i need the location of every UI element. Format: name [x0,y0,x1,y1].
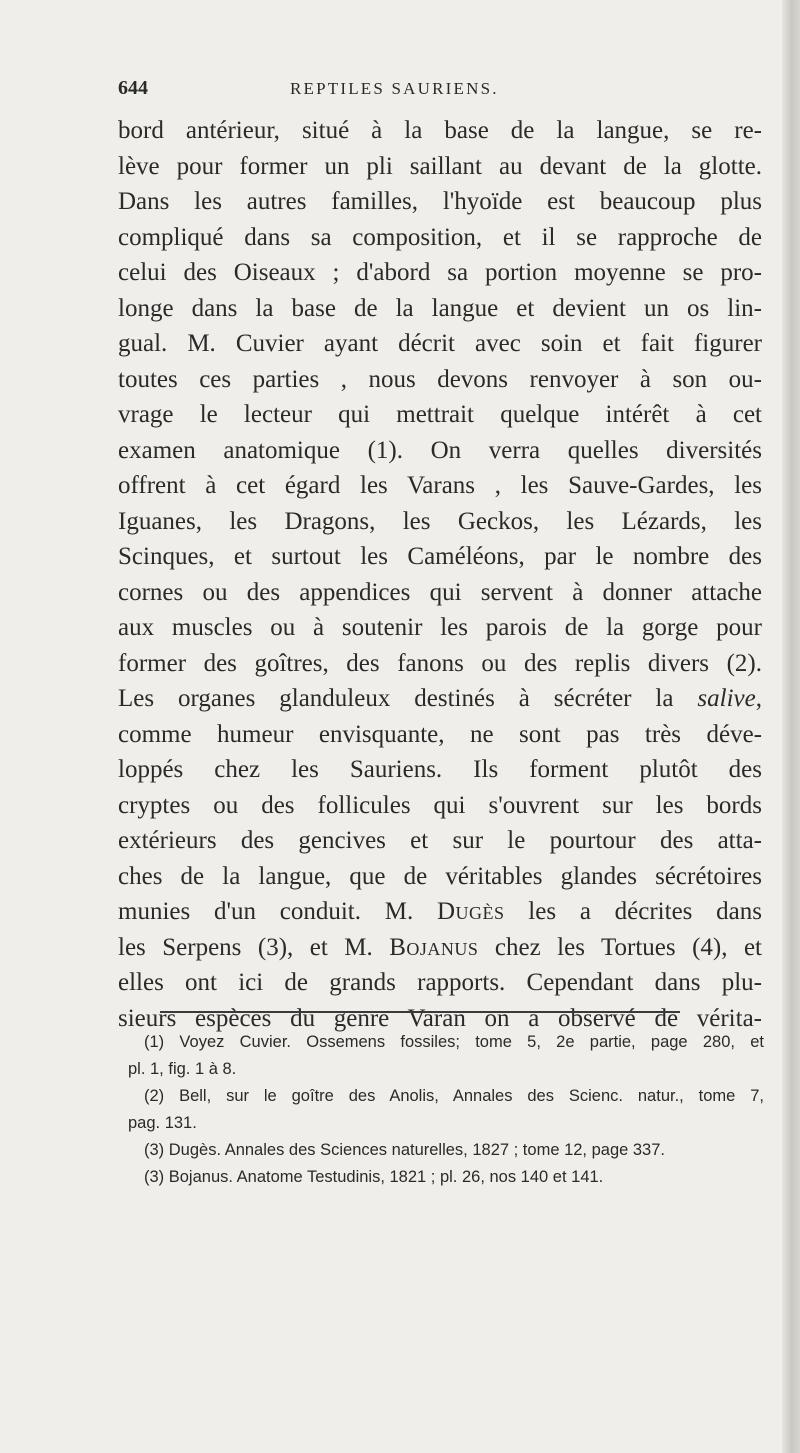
text-line: former des goîtres, des fanons ou des replis divers (2). [118,649,762,677]
text-line: sieurs espèces du genre Varan on a observé de vérita- [118,1004,762,1032]
text-line: bord antérieur, situé à la base de la langue, se re- [118,117,762,144]
footnote-2: (2) Bell, sur le goître des Anolis, Annales des Scienc. natur., tome 7, [144,1087,764,1105]
text-segment: Les organes glanduleux destinés à sécréter la [118,685,698,712]
footnote-1: (1) Voyez Cuvier. Ossemens fossiles; tome 5, 2e partie, page 280, et [144,1033,764,1051]
main-text [118,113,762,1036]
italic-term-salive: salive [697,685,756,712]
footnotes [128,1029,764,1191]
text-line [118,681,762,717]
text-line [118,894,762,930]
text-line: longe dans la base de la langue et devient un os lin- [118,294,762,322]
text-segment: chez les Tortues (4), et [478,933,763,961]
text-line: elles ont ici de grands rapports. Cependant dans plu- [118,969,762,996]
text-line: vrage le lecteur qui mettrait quelque intérêt à cet [118,401,762,428]
page-number: 644 [118,77,148,99]
footnote-3: (3) Dugès. Annales des Sciences naturelles, 1827 ; tome 12, page 337. [144,1141,665,1159]
running-head [118,73,758,101]
footnote-2-continued: pag. 131. [128,1114,197,1132]
running-title: REPTILES SAURIENS. [290,79,499,98]
text-line: aux muscles ou à soutenir les parois de la gorge pour [118,614,762,641]
text-line: comme humeur envisquante, ne sont pas très déve- [118,720,762,748]
text-line: Scinques, et surtout les Caméléons, par le nombre des [118,543,762,570]
text-line: Dans les autres familles, l'hyoïde est beaucoup plus [118,188,762,215]
text-line: loppés chez les Sauriens. Ils forment plutôt des [118,756,762,783]
text-line: compliqué dans sa composition, et il se rapproche de [118,223,762,251]
text-line: examen anatomique (1). On verra quelles diversités [118,436,762,464]
text-segment: les a décrites dans [504,898,762,925]
text-segment: munies d'un conduit. M. [118,898,437,925]
author-name-bojanus: Bojanus [389,933,479,961]
text-line: celui des Oiseaux ; d'abord sa portion moyenne se pro- [118,259,762,286]
text-line: gual. M. Cuvier ayant décrit avec soin et fait figurer [118,330,762,357]
author-name-duges: Dugès [436,898,505,925]
text-line: ches de la langue, que de véritables glandes sécrétoires [118,862,762,890]
text-line [118,930,762,966]
text-line: extérieurs des gencives et sur le pourtour des atta- [118,827,762,854]
text-line: lève pour former un pli saillant au devant de la glotte. [118,152,762,180]
text-line: toutes ces parties , nous devons renvoyer à son ou- [118,365,762,393]
text-line: offrent à cet égard les Varans , les Sauve-Gardes, les [118,472,762,499]
footnote-1-continued: pl. 1, fig. 1 à 8. [128,1060,237,1078]
page-edge [782,0,800,1453]
footnote-separator [160,1011,680,1013]
text-segment: les Serpens (3), et M. [118,933,390,961]
text-segment: , [755,685,762,712]
text-line: cryptes ou des follicules qui s'ouvrent sur les bords [118,791,762,819]
text-line: Iguanes, les Dragons, les Geckos, les Lézards, les [118,507,762,535]
footnote-4: (3) Bojanus. Anatome Testudinis, 1821 ; pl. 26, nos 140 et 141. [144,1168,604,1186]
text-line: cornes ou des appendices qui servent à donner attache [118,578,762,606]
